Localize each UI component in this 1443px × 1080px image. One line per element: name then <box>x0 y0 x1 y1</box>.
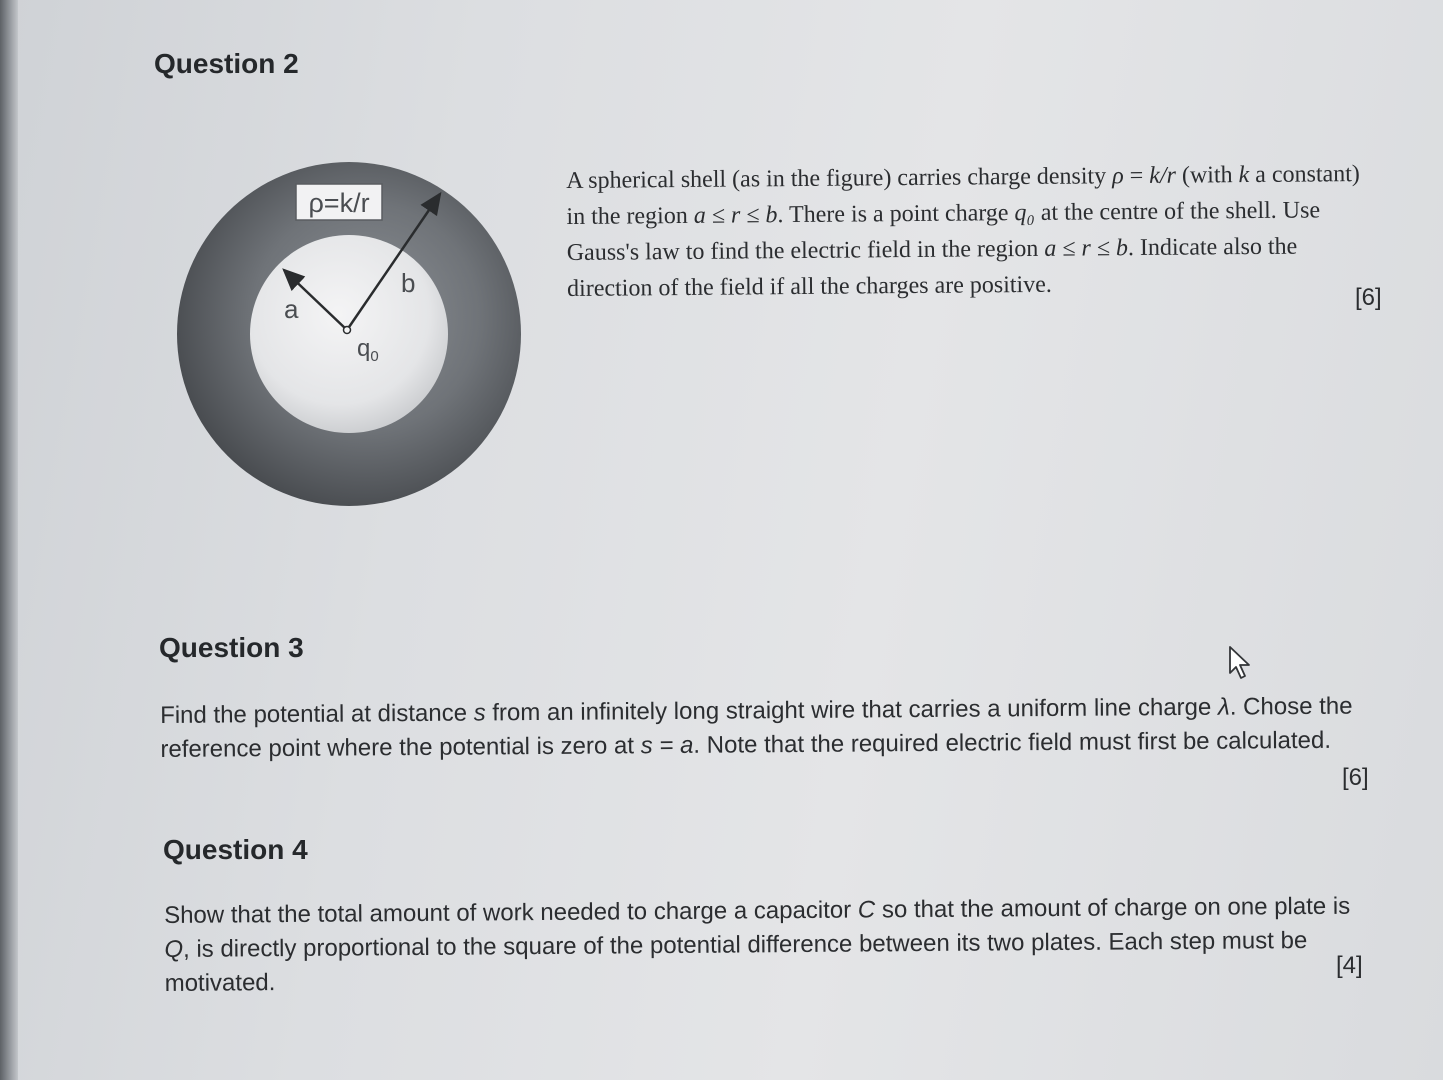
question-2-heading: Question 2 <box>154 48 299 79</box>
point-charge-symbol: q₀ <box>1014 199 1035 227</box>
region-expression: a ≤ r ≤ b <box>1044 235 1129 262</box>
point-charge <box>344 327 351 334</box>
question-3-text: Find the potential at distance s from an infinitely long straight wire that carries a uniform line charge λ. Chose the reference point where the potential is zero at s = a. Note that the required electric field must first be calculated. <box>160 692 1353 763</box>
charge-subscript: 0 <box>370 348 379 365</box>
rho-symbol: ρ <box>1112 163 1124 190</box>
question-2-marks: [6] <box>1355 284 1382 311</box>
capacitor-symbol: C <box>857 896 876 924</box>
lambda-symbol: λ <box>1217 693 1230 721</box>
mouse-cursor-icon <box>1228 645 1254 681</box>
inner-cavity <box>250 235 448 433</box>
question-2-text: A spherical shell (as in the figure) carries charge density ρ = k/r (with k a constant) in the region a ≤ r ≤ b. There is a point charge q₀ at the centre of the shell. Use Gauss's law to find the electric field in the region a ≤ r ≤ b. Indicate also the direction of the field if all the charges are positive. <box>566 161 1360 302</box>
question-4-heading: Question 4 <box>163 834 308 865</box>
density-expression: k/r <box>1149 162 1177 189</box>
screen-bezel <box>0 0 18 1080</box>
spherical-shell-diagram <box>175 160 525 510</box>
region-expression: a ≤ r ≤ b <box>693 202 778 229</box>
distance-symbol: s <box>473 699 486 727</box>
charge-symbol: q <box>357 335 371 362</box>
question-3-marks: [6] <box>1342 764 1369 791</box>
reference-expression: s = a <box>640 731 694 760</box>
question-4-text: Show that the total amount of work needed to charge a capacitor C so that the amount of charge on one plate is Q, is directly proportional to the square of the potential difference between its two plates. Each step must be motivated. <box>164 892 1351 997</box>
k-symbol: k <box>1238 162 1250 189</box>
spherical-shell-figure <box>175 160 525 510</box>
question-4-marks: [4] <box>1336 952 1363 979</box>
radius-b-label: b <box>401 268 416 298</box>
question-3-heading: Question 3 <box>159 632 304 663</box>
charge-symbol: Q <box>164 935 184 963</box>
radius-a-label: a <box>284 294 299 324</box>
density-label: ρ=k/r <box>308 188 370 218</box>
